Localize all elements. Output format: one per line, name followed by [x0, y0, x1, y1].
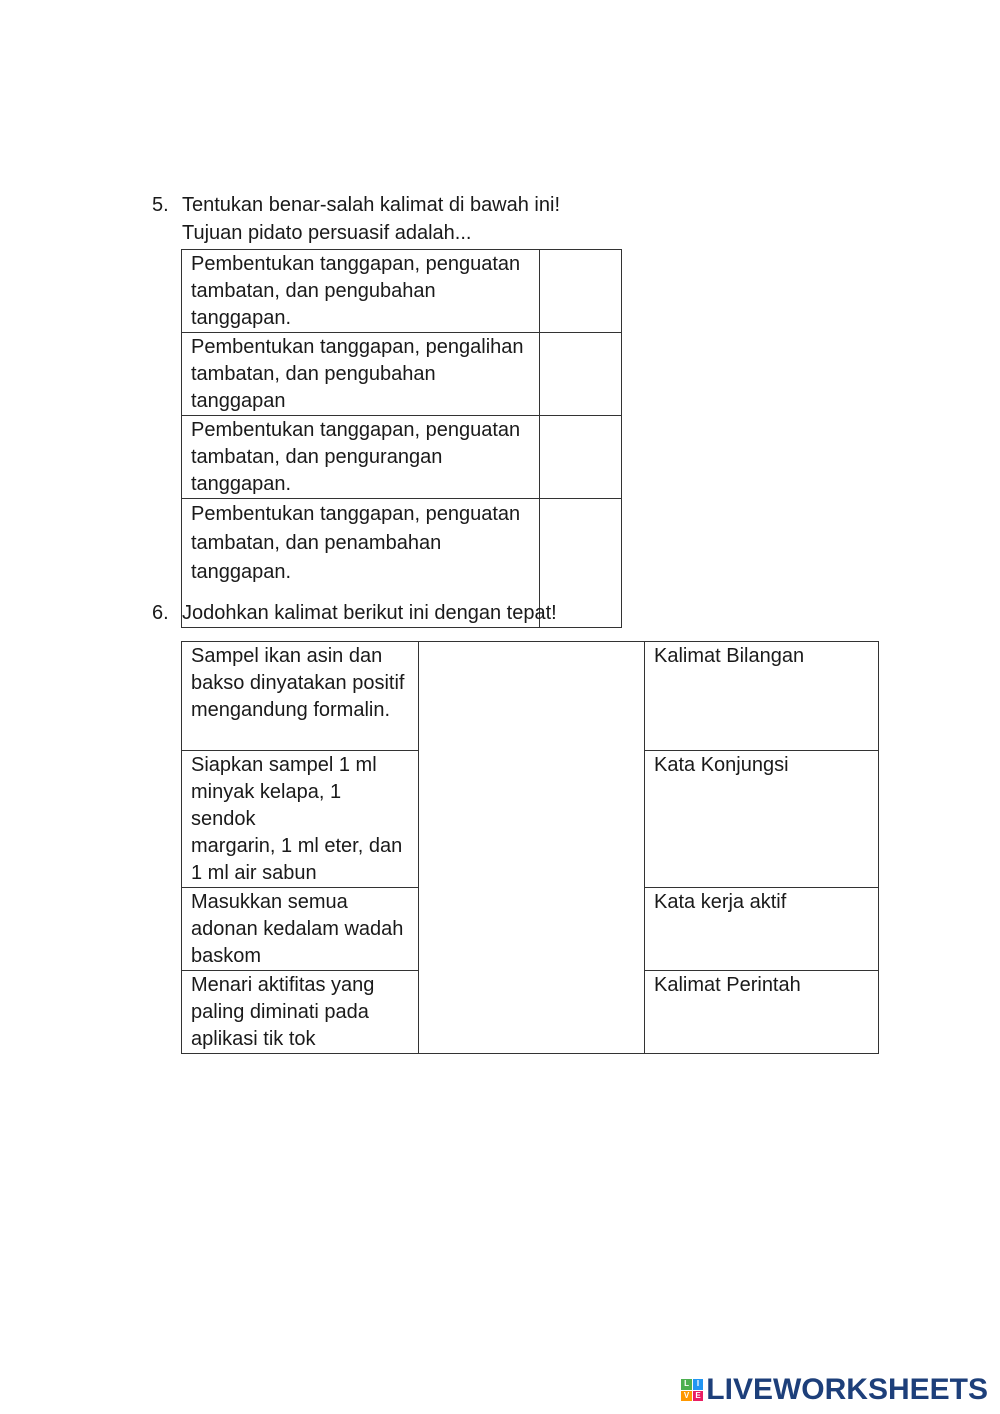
logo-text: LIVEWORKSHEETS — [706, 1373, 988, 1406]
option-text-3: Pembentukan tanggapan, penguatan tambatan, dan pengurangan tanggapan. — [191, 419, 521, 495]
true-false-row — [182, 333, 622, 416]
question-6-matching-table — [181, 641, 879, 1054]
right-item-1[interactable] — [645, 642, 879, 751]
question-5-instruction: Tentukan benar-salah kalimat di bawah ini! — [182, 194, 560, 216]
answer-box-1[interactable] — [540, 250, 622, 333]
question-5-true-false-table — [181, 249, 622, 628]
option-text-4: Pembentukan tanggapan, penguatan tambatan, dan penambahan tanggapan. — [191, 503, 521, 583]
left-item-4[interactable] — [182, 971, 419, 1054]
right-item-text: Kalimat Perintah — [654, 974, 801, 996]
question-6-instruction-line — [152, 600, 852, 627]
left-item-text: Sampel ikan asin dan bakso dinyatakan positif mengandung formalin. — [191, 645, 405, 721]
option-text-1: Pembentukan tanggapan, penguatan tambatan, dan pengubahan tanggapan. — [191, 253, 521, 329]
option-text-2: Pembentukan tanggapan, pengalihan tambatan, dan pengubahan tanggapan — [191, 336, 524, 412]
left-item-text: Masukkan semua adonan kedalam wadah baskom — [191, 891, 404, 967]
left-item-2[interactable] — [182, 751, 419, 888]
logo-mark-icon: L I V E — [681, 1379, 703, 1401]
true-false-row — [182, 250, 622, 333]
right-item-4[interactable] — [645, 971, 879, 1054]
question-6-instruction: Jodohkan kalimat berikut ini dengan tepat! — [182, 602, 557, 624]
right-item-2[interactable] — [645, 751, 879, 888]
question-6-number: 6. — [152, 602, 169, 624]
liveworksheets-logo — [681, 1373, 988, 1407]
question-5-number: 5. — [152, 194, 169, 216]
matching-row — [182, 642, 879, 751]
answer-box-3[interactable] — [540, 416, 622, 499]
right-item-text: Kalimat Bilangan — [654, 645, 805, 667]
left-item-1[interactable] — [182, 642, 419, 751]
option-cell — [182, 333, 540, 416]
left-item-text: Siapkan sampel 1 ml minyak kelapa, 1 sendok margarin, 1 ml eter, dan 1 ml air sabun — [191, 754, 403, 884]
right-item-text: Kata Konjungsi — [654, 754, 789, 776]
left-item-text: Menari aktifitas yang paling diminati pada aplikasi tik tok — [191, 974, 375, 1050]
option-cell — [182, 416, 540, 499]
option-cell — [182, 250, 540, 333]
question-5-instruction-line — [152, 192, 852, 219]
true-false-row — [182, 416, 622, 499]
left-item-3[interactable] — [182, 888, 419, 971]
right-item-3[interactable] — [645, 888, 879, 971]
question-5-prompt: Tujuan pidato persuasif adalah... — [182, 222, 472, 244]
answer-box-2[interactable] — [540, 333, 622, 416]
right-item-text: Kata kerja aktif — [654, 891, 787, 913]
matching-area[interactable] — [419, 642, 645, 1054]
